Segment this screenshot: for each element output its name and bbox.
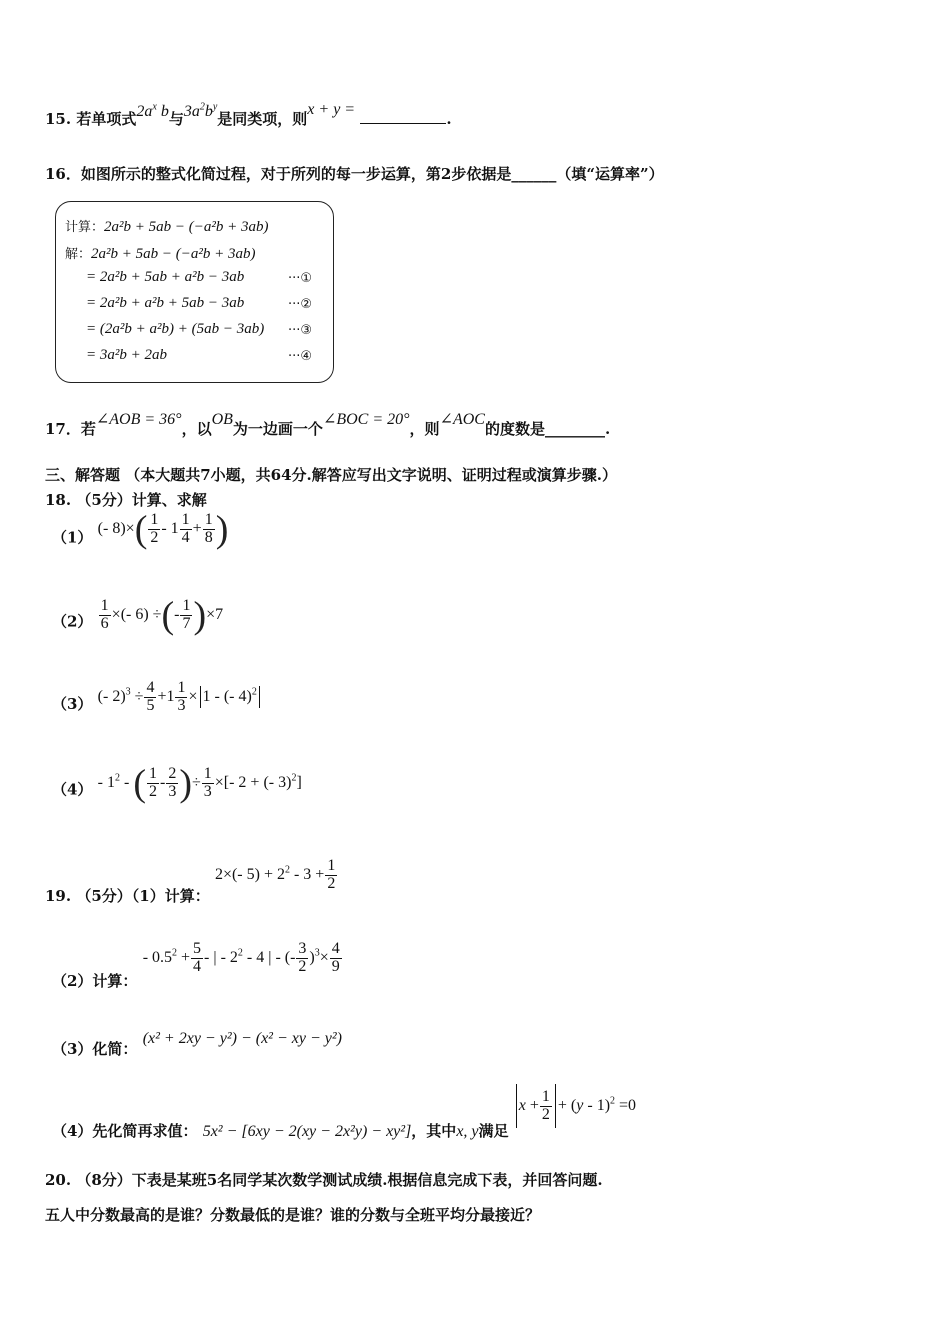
box-line-5: = (2a²b + a²b) + (5ab − 3ab) xyxy=(86,321,265,337)
q19-p2-label: （2）计算： xyxy=(52,971,138,990)
question-16: 16．如图所示的整式化简过程，对于所列的每一步运算，第2步依据是______（填“运算率”） xyxy=(45,165,664,183)
q15-expr2: 3a xyxy=(183,103,200,120)
q15-conj: 与 xyxy=(168,110,184,128)
q18-part-2 xyxy=(52,594,224,642)
q18-part-1 xyxy=(52,508,229,558)
step-marker-2: ···② xyxy=(288,297,313,312)
q19-p4-expr: 5x² − [6xy − 2(xy − 2x²y) − xy²] xyxy=(202,1122,412,1140)
question-19 xyxy=(45,857,338,905)
question-20-title: 20. （8分）下表是某班5名同学某次数学测试成绩.根据信息完成下表，并回答问题. xyxy=(45,1171,603,1189)
q18-part-4 xyxy=(52,762,302,810)
simplification-box xyxy=(55,201,334,383)
q15-lead: 若单项式 xyxy=(76,110,137,128)
q15-answer-blank[interactable] xyxy=(360,109,446,124)
box-line2-label: 解： xyxy=(65,247,92,262)
q18-p1-label: （1） xyxy=(52,528,93,547)
q15-expr2-mid: b xyxy=(204,103,213,120)
q15-end: . xyxy=(446,110,452,128)
q18-p3-expr: (- 2)$^3$ ÷ $\frac{4}{5}$ +1 $\frac{1}{3}$ × 1 - (- 4)$^2$ xyxy=(98,688,262,705)
q19-part-3 xyxy=(52,1027,342,1058)
q17-t2: 为一边画一个 xyxy=(232,420,323,438)
step-marker-1: ···① xyxy=(288,271,313,286)
box-line-1 xyxy=(65,216,269,236)
q18-p4-label: （4） xyxy=(52,780,93,799)
q17-angle2: ∠BOC = 20° xyxy=(322,411,410,428)
q15-number: 15. xyxy=(45,110,72,128)
q17-number: 17．若 xyxy=(45,420,96,438)
q18-p2-label: （2） xyxy=(52,612,93,631)
q19-part-4 xyxy=(52,1084,637,1140)
box-line-6: = 3a²b + 2ab xyxy=(86,347,167,363)
q18-p2-expr: $\frac{1}{6}$ ×(- 6) ÷(- $\frac{1}{7}$ )×7 xyxy=(100,594,224,636)
box-line-2 xyxy=(65,243,256,263)
q19-p3-label: （3）化简： xyxy=(52,1040,138,1058)
box-line2-expr: 2a²b + 5ab − (−a²b + 3ab) xyxy=(91,246,256,262)
q19-p4-condition-expr: x + $\frac{1}{2}$ + (y - 1)$^2$ =0 xyxy=(514,1097,636,1114)
question-15 xyxy=(45,101,452,129)
step-marker-4: ···④ xyxy=(288,349,313,364)
q19-p4-mid: ，其中 xyxy=(411,1121,457,1140)
q15-expr1: 2a xyxy=(136,103,153,120)
box-line-4: = 2a²b + a²b + 5ab − 3ab xyxy=(86,295,245,311)
q15-expr2-sup: 2 xyxy=(199,101,205,113)
q19-p3-expr: (x² + 2xy − y²) − (x² − xy − y²) xyxy=(142,1030,342,1047)
box-line1-expr: 2a²b + 5ab − (−a²b + 3ab) xyxy=(104,219,269,235)
q19-p1-expr: 2×(- $5) + 2^2 - 3$ + $\frac{1}{2}$ xyxy=(214,857,336,892)
q15-expr1-tail: b xyxy=(160,103,169,120)
q17-angle1: ∠AOB = 36° xyxy=(95,411,182,428)
question-17 xyxy=(45,411,611,439)
q18-p1-expr: (- 8)×( $\frac{1}{2}$ - 1 $\frac{1}{4}$ + $\frac{1}{8}$ ) xyxy=(97,508,229,550)
box-line1-label: 计算： xyxy=(65,220,105,235)
q18-p4-expr: - $1^2$ - ( $\frac{1}{2}$ - $\frac{2}{3}$ )÷ $\frac{1}{3}$ ×[- 2 + (- 3)$^2$] xyxy=(97,762,302,804)
q17-t1: ，以 xyxy=(181,420,212,438)
q15-expr3: x + y = xyxy=(307,101,356,118)
question-18-title: 18. （5分）计算、求解 xyxy=(45,491,207,509)
q17-t4: 的度数是________. xyxy=(484,420,611,438)
q17-ob: OB xyxy=(211,411,233,428)
box-line-3: = 2a²b + 5ab + a²b − 3ab xyxy=(86,269,245,285)
q19-p4-vars: x, y xyxy=(456,1122,479,1140)
q19-p4-cond: 满足 xyxy=(478,1121,509,1140)
q15-mid: 是同类项，则 xyxy=(217,110,308,128)
q19-p2-expr: - $0.5^2$ + $\frac{5}{4}$ - | - $2^2 - 4$ | - (- $\frac{3}{2}$ )$^3$× $\frac{4}{9}$ xyxy=(142,940,340,975)
q15-expr1-sup: x xyxy=(152,101,157,113)
q17-angle3: ∠AOC xyxy=(439,411,485,428)
section-3-heading: 三、解答题 （本大题共7小题，共64分.解答应写出文字说明、证明过程或演算步骤.） xyxy=(45,466,617,484)
q19-part-2 xyxy=(52,940,343,990)
q19-p4-label: （4）先化简再求值： xyxy=(52,1121,198,1140)
step-marker-3: ···③ xyxy=(288,323,313,338)
q18-p3-label: （3） xyxy=(52,694,93,713)
q18-part-3 xyxy=(52,679,262,723)
question-20-prompt: 五人中分数最高的是谁？分数最低的是谁？谁的分数与全班平均分最接近？ xyxy=(45,1206,541,1224)
q19-title: 19. （5分）（1）计算： xyxy=(45,886,210,905)
q17-t3: ，则 xyxy=(409,420,440,438)
q15-expr2-sup2: y xyxy=(212,101,218,113)
